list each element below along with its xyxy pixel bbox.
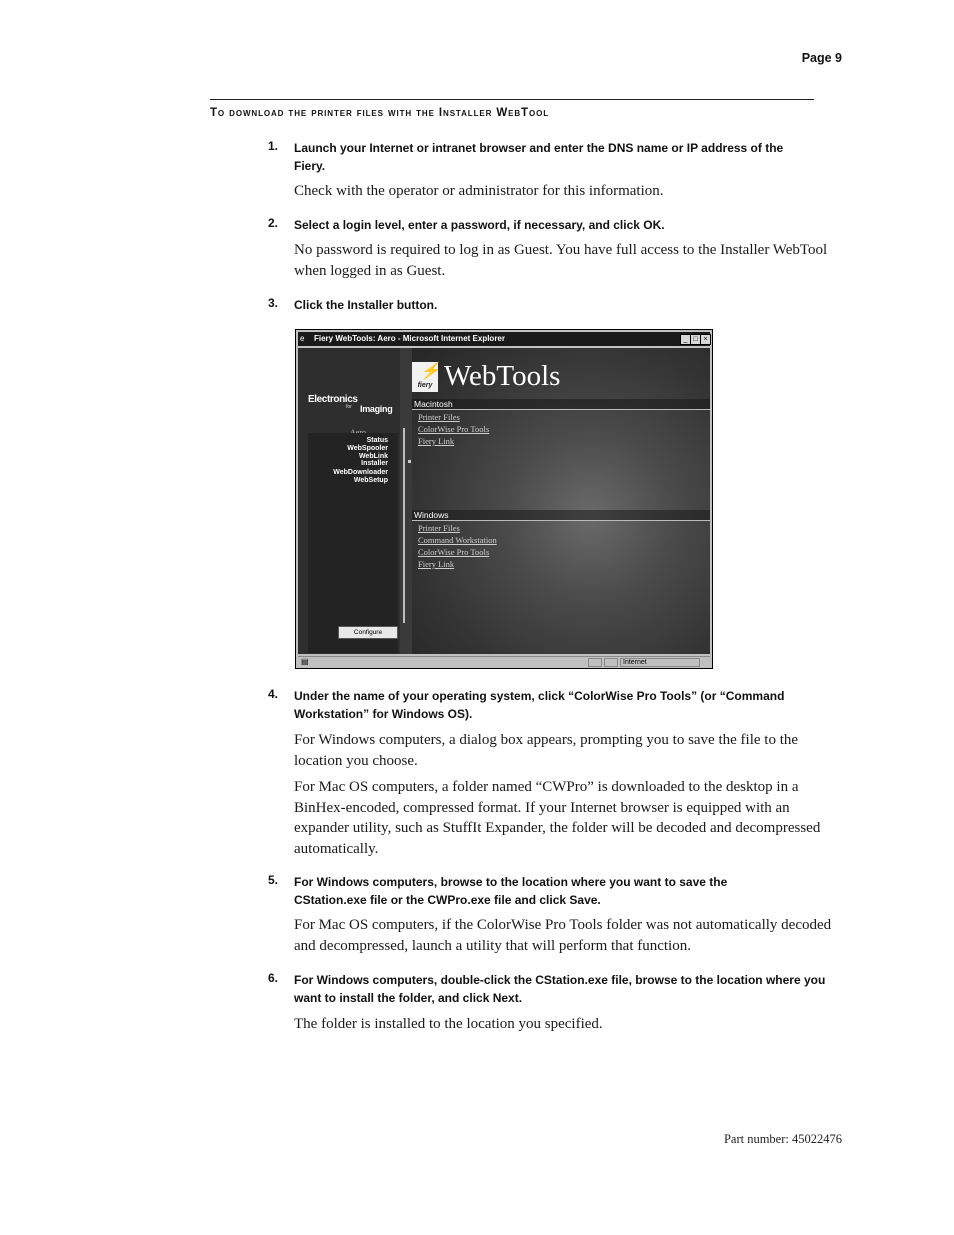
page-icon: ▤ bbox=[301, 657, 309, 666]
step-instruction: For Windows computers, double-click the CStation.exe file, browse to the location where you want to install the folder, and click Next. bbox=[294, 973, 826, 1005]
part-number: Part number: 45022476 bbox=[723, 1132, 842, 1146]
nav-item-webspooler[interactable]: WebSpooler bbox=[347, 445, 388, 452]
step-instruction: Select a login level, enter a password, if necessary, and click OK. bbox=[294, 218, 665, 232]
step-body: No password is required to log in as Guest. You have full access to the Installer WebTool when logged in as Guest. bbox=[294, 242, 828, 279]
ie-icon: e bbox=[300, 334, 305, 343]
nav-item-websetup[interactable]: WebSetup bbox=[353, 477, 388, 484]
close-icon[interactable]: × bbox=[700, 334, 711, 345]
mac-link-fiery-link[interactable]: Fiery Link bbox=[418, 436, 455, 446]
win-link-command-workstation[interactable]: Command Workstation bbox=[418, 535, 497, 545]
step-number: 4. bbox=[268, 687, 279, 701]
logo-electronics: Electronics bbox=[308, 394, 358, 405]
logo-for: for bbox=[346, 404, 352, 410]
nav-menu bbox=[308, 433, 398, 653]
step-body: For Mac OS computers, if the ColorWise Pro Tools folder was not automatically decoded and decompressed, launch a utility that will perform that function. bbox=[294, 917, 832, 954]
step-body: The folder is installed to the location you specified. bbox=[294, 1016, 603, 1032]
window-titlebar bbox=[298, 332, 710, 346]
divider-line bbox=[403, 428, 405, 623]
step-number: 6. bbox=[268, 971, 279, 985]
bolt-icon: ⚡ bbox=[420, 363, 440, 380]
step-number: 2. bbox=[268, 216, 279, 230]
step-body: For Mac OS computers, a folder named “CWPro” is downloaded to the desktop in a BinHex-encoded, compressed format. If your Internet browser is equipped with an expander utility, such as StuffIt Expander, the folder will be decoded and decompressed automatically. bbox=[294, 779, 821, 857]
step-number: 1. bbox=[268, 139, 279, 153]
step-number: 5. bbox=[268, 873, 279, 887]
status-zone: Internet bbox=[623, 659, 647, 666]
step-body: For Windows computers, a dialog box appears, prompting you to save the file to the location you choose. bbox=[294, 732, 799, 769]
step-instruction: For Windows computers, browse to the location where you want to save the CStation.exe file or the CWPro.exe file and click Save. bbox=[294, 875, 728, 907]
fiery-label: fiery bbox=[417, 382, 433, 389]
fiery-logo bbox=[412, 362, 438, 392]
configure-button[interactable]: Configure bbox=[338, 626, 398, 639]
mac-link-colorwise-pro-tools[interactable]: ColorWise Pro Tools bbox=[418, 424, 490, 434]
step-instruction: Under the name of your operating system, click “ColorWise Pro Tools” (or “Command Workstation” for Windows OS). bbox=[294, 689, 785, 721]
maximize-icon[interactable]: □ bbox=[690, 334, 701, 345]
section-rule bbox=[210, 99, 814, 100]
nav-item-webdownloader[interactable]: WebDownloader bbox=[333, 469, 388, 476]
logo-imaging: Imaging bbox=[360, 404, 393, 414]
window-title: Fiery WebTools: Aero - Microsoft Internet Explorer bbox=[314, 334, 505, 343]
divider-marker bbox=[408, 460, 411, 463]
frame-divider bbox=[400, 348, 412, 654]
step-instruction: Click the Installer button. bbox=[294, 298, 438, 312]
win-link-printer-files[interactable]: Printer Files bbox=[418, 523, 460, 533]
content-frame bbox=[412, 348, 710, 654]
nav-item-installer[interactable]: Installer bbox=[361, 460, 388, 467]
nav-item-status[interactable]: Status bbox=[366, 437, 388, 444]
windows-heading: Windows bbox=[412, 510, 710, 521]
win-link-colorwise-pro-tools[interactable]: ColorWise Pro Tools bbox=[418, 547, 490, 557]
brand-header bbox=[412, 362, 710, 396]
mac-link-printer-files[interactable]: Printer Files bbox=[418, 412, 460, 422]
nav-panel bbox=[298, 348, 400, 654]
section-title: To download the printer files with the Installer WebTool bbox=[210, 107, 550, 119]
step-instruction: Launch your Internet or intranet browser and enter the DNS name or IP address of the Fiery. bbox=[294, 141, 784, 173]
status-segment bbox=[588, 658, 602, 667]
page-number: Page 9 bbox=[801, 51, 842, 65]
status-bar bbox=[298, 656, 710, 669]
win-link-fiery-link[interactable]: Fiery Link bbox=[418, 559, 455, 569]
webtools-title: WebTools bbox=[444, 360, 561, 392]
browser-viewport bbox=[298, 348, 710, 654]
step-body: Check with the operator or administrator for this information. bbox=[294, 183, 664, 199]
macintosh-heading: Macintosh bbox=[412, 399, 710, 410]
browser-screenshot bbox=[295, 329, 713, 669]
nav-item-weblink[interactable]: WebLink bbox=[358, 453, 388, 460]
step-number: 3. bbox=[268, 296, 279, 310]
status-segment bbox=[604, 658, 618, 667]
minimize-icon[interactable]: _ bbox=[680, 334, 691, 345]
